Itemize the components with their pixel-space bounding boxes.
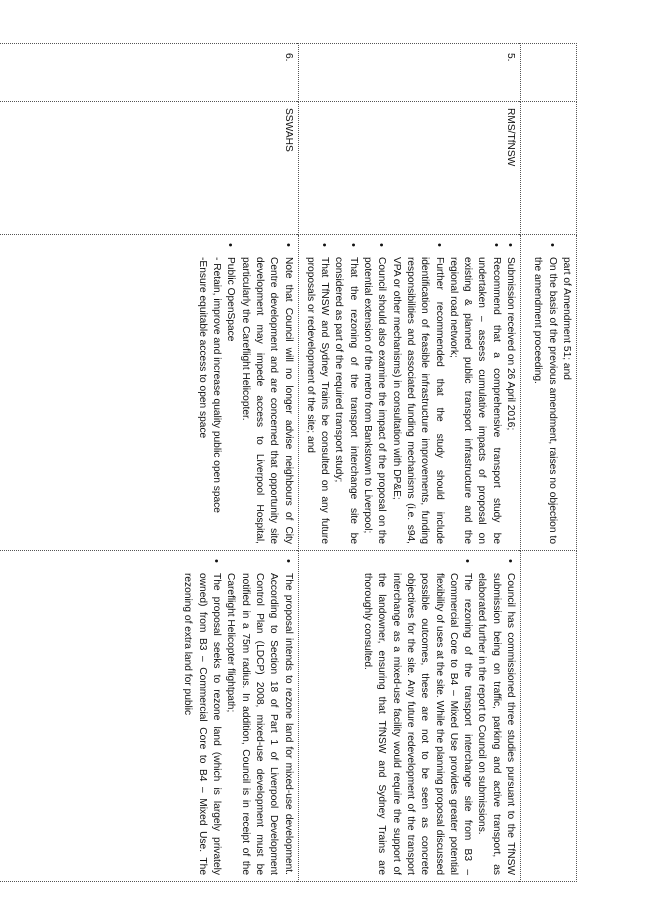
submission-item: • That the rezoning of the transport interchange site be considered as part of the required transport study; (331, 241, 360, 544)
submissions-table (0, 43, 577, 882)
response-cell (521, 551, 577, 882)
submission-item: • Note that Council will no longer advise neighbours of City Centre development and are concerned that opportunity site development may impede access to Liverpool Hospital, particularly the Careflight Helicopter. (237, 241, 294, 544)
submission-item: part of Amendment 51; and (561, 257, 572, 380)
row-number-cell (298, 44, 520, 102)
submission-cell (521, 235, 577, 551)
row-number-cell (0, 44, 298, 102)
response-item: • The proposal intends to rezone land for mixed-use development. According to Section 18 of Part 1 of Liverpool Development Control Plan (LDCP) 2008, mixed-use development must be notified in a 75m radius. In addition, Council is in receipt of the Careflight Helicopter flightpath; (223, 557, 294, 875)
table-row (298, 44, 520, 882)
response-item: • The proposal seeks to rezone land (which is largely privately owned) from B3 – Commercial Core to B4 – Mixed Use. The rezoning of extra land for public (180, 557, 223, 875)
submission-item: • That TfNSW and Sydney Trains be consulted on any future proposals or redevelopment of the site; and (303, 241, 332, 544)
table-row (521, 44, 577, 882)
submission-item: • On the basis of the previous amendment, raises no objection to the amendment proceeding. (530, 241, 559, 544)
submission-subline: - Retain, improve and increase quality public open space (211, 257, 223, 513)
agency-name: RMS/TfNSW (505, 108, 516, 167)
submission-item: • Council should also examine the impact of the proposal on the potential extension of the metro from Bankstown to Liverpool; (360, 241, 389, 544)
submission-cell (298, 235, 520, 551)
agency-name: SSWAHS (282, 108, 294, 152)
response-item: • The rezoning of the transport interchange site from B3 – Commercial Core to B4 – Mixed Use provides greater potential flexibility of uses at the site. While the planning proposal discussed possible outcomes, these are not to be seen as concrete objectives for the site. Any future redevelopment of the transport interchange as a mixed-use facility would require the support of the landowner, ensuring that TfNSW and Sydney Trains are thoroughly consulted. (360, 557, 474, 875)
response-cell (298, 551, 520, 882)
row-number-cell (521, 44, 577, 102)
agency-cell (521, 102, 577, 235)
agency-cell (298, 102, 520, 235)
row-number: 5. (505, 53, 516, 62)
response-cell (0, 551, 298, 882)
agency-cell (0, 102, 298, 235)
submission-item: • Further recommended that the study should include identification of feasible infrastructure improvements, funding responsibilities and associated funding mechanisms (i.e. s94, VPA or other mechanisms) in consultation with DP&E; (388, 241, 445, 544)
submission-cell (0, 235, 298, 551)
submission-item: • Public OpenSpace - Retain, improve and increase quality public open space -Ensure equitable access to open space (194, 241, 237, 544)
row-number: 6. (282, 53, 294, 62)
submission-subline: -Ensure equitable access to open space (196, 257, 208, 439)
response-item: • Council has commissioned three studies pursuant to the TfNSW submission being on traffic, parking and active transport, as elaborated further in the report to Council on submissions. (474, 557, 517, 875)
table-row (0, 44, 298, 882)
submission-item: • Recommend that a comprehensive transport study be undertaken – assess cumulative impacts of proposal on existing & planned public transport infrastructure and the regional road network; (446, 241, 503, 544)
submission-item: • Submission received on 26 April 2016; (503, 241, 517, 544)
